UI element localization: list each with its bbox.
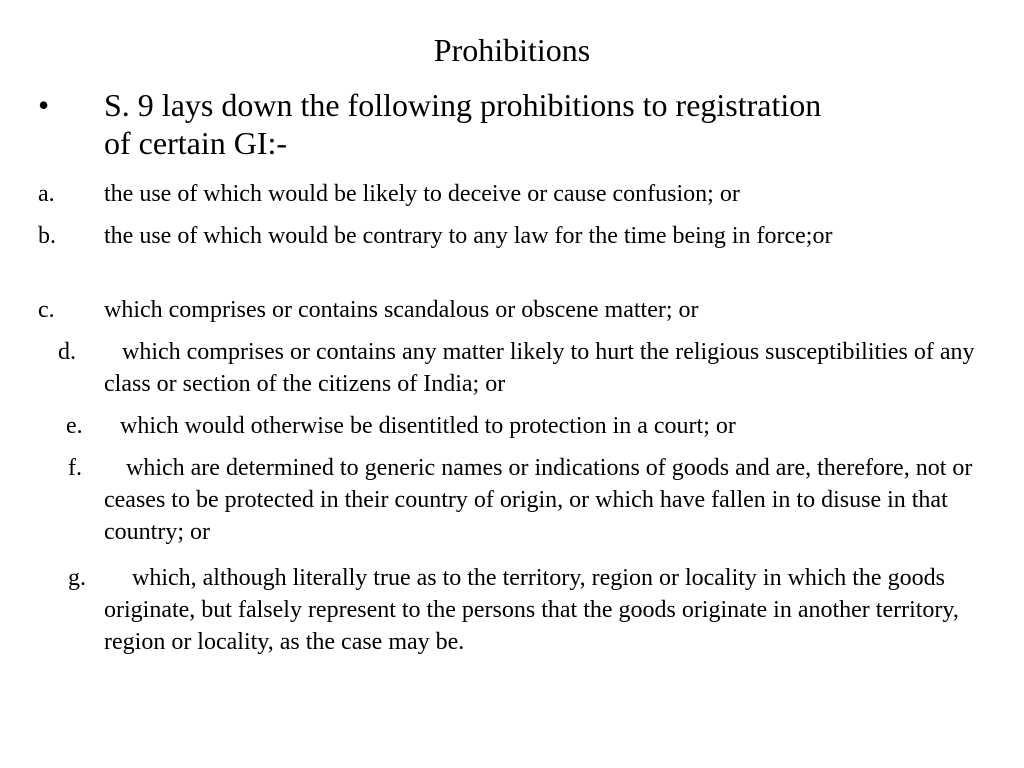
item-marker: f. (68, 455, 82, 481)
prohibition-item-g (0, 562, 1010, 658)
item-marker: c. (38, 297, 55, 323)
item-text: which are determined to generic names or indications of goods and are, therefore, not or ceases to be protected in their country of origin, or which have fallen in to disuse in that country; or (104, 455, 973, 545)
prohibition-item-c (0, 294, 1010, 326)
bullet-marker: • (38, 87, 50, 123)
slide-title: Prohibitions (433, 32, 591, 68)
item-text: which would otherwise be disentitled to protection in a court; or (120, 413, 736, 439)
item-text: which comprises or contains any matter likely to hurt the religious susceptibilities of any class or section of the citizens of India; or (104, 339, 975, 397)
item-text: which, although literally true as to the territory, region or locality in which the goods originate, but falsely represent to the persons that the goods originate in another territory, region or locality, as the case may be. (104, 565, 959, 655)
intro-text: S. 9 lays down the following prohibitions to registration of certain GI:- (104, 87, 822, 161)
item-marker: d. (58, 339, 76, 365)
item-marker: b. (38, 223, 56, 249)
prohibition-item-f (0, 452, 1010, 548)
item-marker: e. (66, 413, 83, 439)
item-text: which comprises or contains scandalous or obscene matter; or (104, 297, 699, 323)
prohibition-item-e (0, 410, 1010, 442)
item-marker: a. (38, 181, 55, 207)
prohibition-item-d (0, 336, 1010, 400)
item-text: the use of which would be likely to deceive or cause confusion; or (104, 181, 740, 207)
item-marker: g. (68, 565, 86, 591)
item-text: the use of which would be contrary to any law for the time being in force;or (104, 223, 833, 249)
prohibition-item-a (0, 178, 1010, 210)
prohibition-item-b (0, 220, 1010, 252)
intro-bullet (0, 86, 1000, 162)
